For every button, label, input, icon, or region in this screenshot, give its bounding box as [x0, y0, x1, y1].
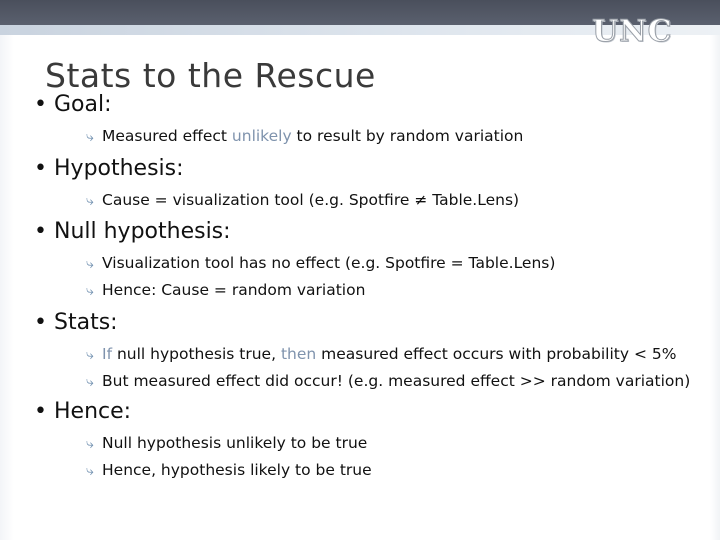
sub-arrow-icon: ⤷ — [86, 374, 94, 390]
bullet-heading: Hence: — [54, 399, 132, 424]
bullet-icon: • — [34, 156, 47, 181]
bullet-icon: • — [34, 219, 47, 244]
bullet-goal — [34, 92, 112, 117]
sub-item — [86, 127, 523, 145]
bullet-null-hypothesis — [34, 219, 231, 244]
sub-text: null hypothesis true, — [112, 345, 281, 363]
sub-item — [86, 254, 555, 272]
sub-arrow-icon: ⤷ — [86, 436, 94, 452]
bullet-stats — [34, 310, 118, 335]
bullet-heading: Hypothesis: — [54, 156, 184, 181]
sub-item — [86, 191, 519, 209]
sub-arrow-icon: ⤷ — [86, 347, 94, 363]
sub-text: Visualization tool has no effect (e.g. Spotfire = Table.Lens) — [102, 254, 556, 272]
sub-text-emphasis: then — [280, 345, 317, 363]
sub-arrow-icon: ⤷ — [86, 283, 94, 299]
sub-text: Measured effect — [102, 127, 232, 145]
sub-text: Cause = visualization tool (e.g. Spotfire ≠ Table.Lens) — [102, 191, 520, 209]
sub-arrow-icon: ⤷ — [86, 129, 94, 145]
bullet-icon: • — [34, 310, 47, 335]
bullet-hypothesis — [34, 156, 184, 181]
sub-text: Null hypothesis unlikely to be true — [102, 434, 368, 452]
slide-title: Stats to the Rescue — [45, 56, 376, 95]
sub-text: measured effect occurs with probability < 5% — [316, 345, 677, 363]
sub-text: Hence: Cause = random variation — [102, 281, 366, 299]
sub-arrow-icon: ⤷ — [86, 256, 94, 272]
sub-text: But measured effect did occur! (e.g. measured effect >> random variation) — [102, 372, 691, 390]
sub-text-emphasis: unlikely — [231, 127, 292, 145]
bullet-heading: Goal: — [54, 92, 112, 117]
right-edge-shade — [710, 35, 720, 540]
sub-item — [86, 372, 690, 390]
sub-item — [86, 461, 372, 479]
sub-item — [86, 434, 367, 452]
sub-arrow-icon: ⤷ — [86, 193, 94, 209]
bullet-heading: Null hypothesis: — [54, 219, 231, 244]
sub-item — [86, 281, 365, 299]
bullet-heading: Stats: — [54, 310, 118, 335]
sub-text-emphasis: If — [102, 345, 113, 363]
sub-text: to result by random variation — [291, 127, 524, 145]
bullet-icon: • — [34, 399, 47, 424]
sub-arrow-icon: ⤷ — [86, 463, 94, 479]
bullet-icon: • — [34, 92, 47, 117]
bullet-hence — [34, 399, 131, 424]
sub-text: Hence, hypothesis likely to be true — [102, 461, 372, 479]
left-edge-shade — [0, 35, 14, 540]
unc-logo: UNC — [592, 14, 673, 49]
sub-item — [86, 345, 676, 363]
